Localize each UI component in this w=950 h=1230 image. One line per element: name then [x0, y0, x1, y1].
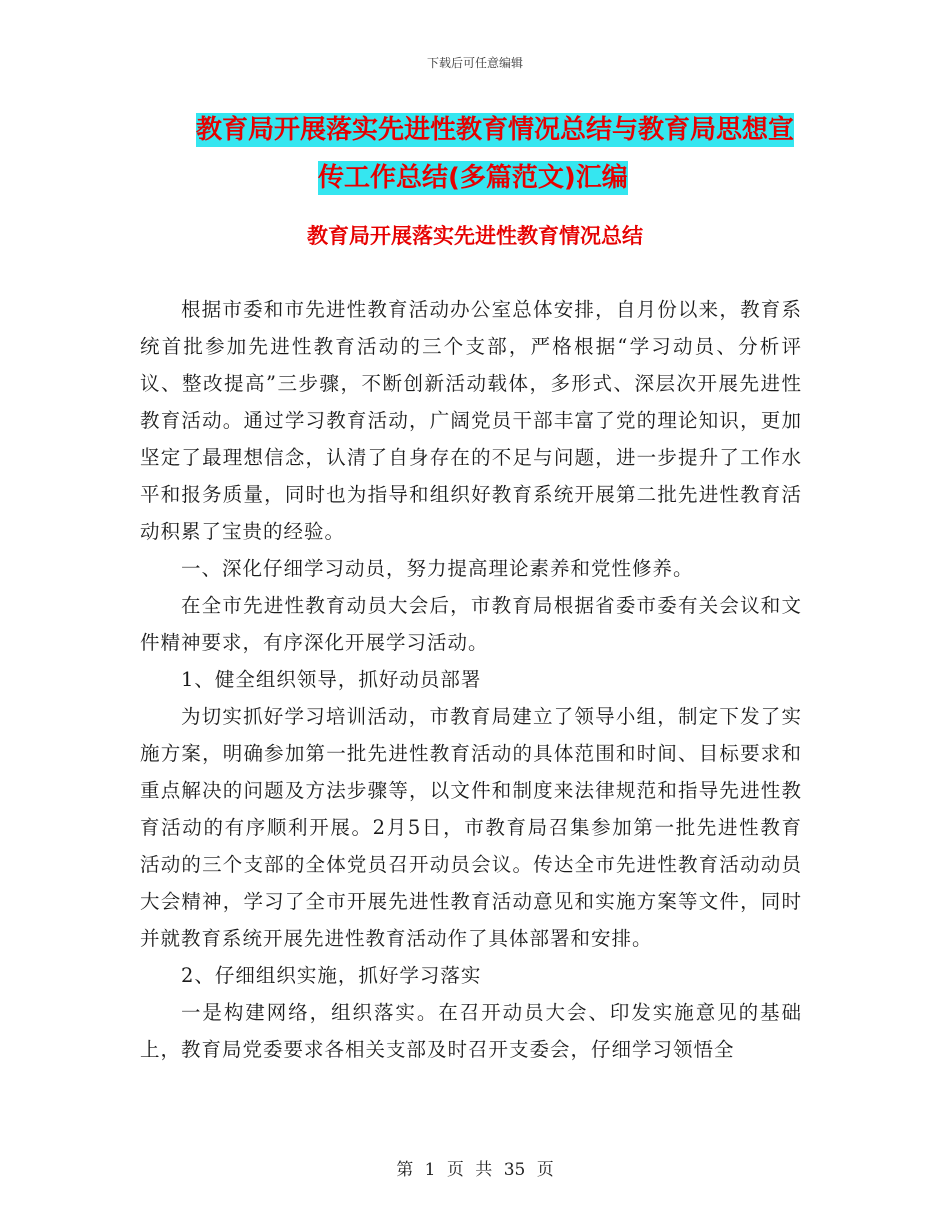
title-line-1 [170, 106, 830, 154]
document-title [170, 106, 830, 202]
title-line-2-text: 传工作总结(多篇范文)汇编 [318, 163, 628, 193]
title-line-2 [170, 154, 830, 202]
header-note: 下载后可任意编辑 [426, 56, 523, 70]
paragraph: 一是构建网络，组织落实。在召开动员大会、印发实施意见的基础上，教育局党委要求各相关支部及时召开支委会，仔细学习领悟全 [140, 1001, 802, 1061]
section-title: 教育局开展落实先进性教育情况总结 [307, 224, 643, 248]
paragraph: 为切实抓好学习培训活动，市教育局建立了领导小组，制定下发了实施方案，明确参加第一批先进性教育活动的具体范围和时间、目标要求和重点解决的问题及方法步骤等，以文件和制度来法律规范和指导先进性教育活动的有序顺利开展。2月5日，市教育局召集参加第一批先进性教育活动的三个支部的全体党员召开动员会议。传达全市先进性教育活动动员大会精神，学习了全市开展先进性教育活动意见和实施方案等文件，同时并就教育系统开展先进性教育活动作了具体部署和安排。 [140, 705, 802, 950]
paragraph: 根据市委和市先进性教育活动办公室总体安排，自月份以来，教育系统首批参加先进性教育活动的三个支部，严格根据“学习动员、分析评议、整改提高”三步骤，不断创新活动载体，多形式、深层次开展先进性教育活动。通过学习教育活动，广阔党员干部丰富了党的理论知识，更加坚定了最理想信念，认清了自身存在的不足与问题，进一步提升了工作水平和报务质量，同时也为指导和组织好教育系统开展第二批先进性教育活动积累了宝贵的经验。 [140, 298, 802, 543]
paragraph: 一、深化仔细学习动员，努力提高理论素养和党性修养。 [180, 557, 694, 580]
title-line-1-text: 教育局开展落实先进性教育情况总结与教育局思想宣 [196, 115, 795, 145]
page-number: 第 1 页 共 35 页 [396, 1160, 554, 1180]
paragraph: 2、仔细组织实施，抓好学习落实 [180, 964, 482, 987]
paragraph: 1、健全组织领导，抓好动员部署 [180, 668, 482, 691]
paragraph: 在全市先进性教育动员大会后，市教育局根据省委市委有关会议和文件精神要求，有序深化开展学习活动。 [140, 594, 802, 654]
document-body [140, 291, 802, 1068]
